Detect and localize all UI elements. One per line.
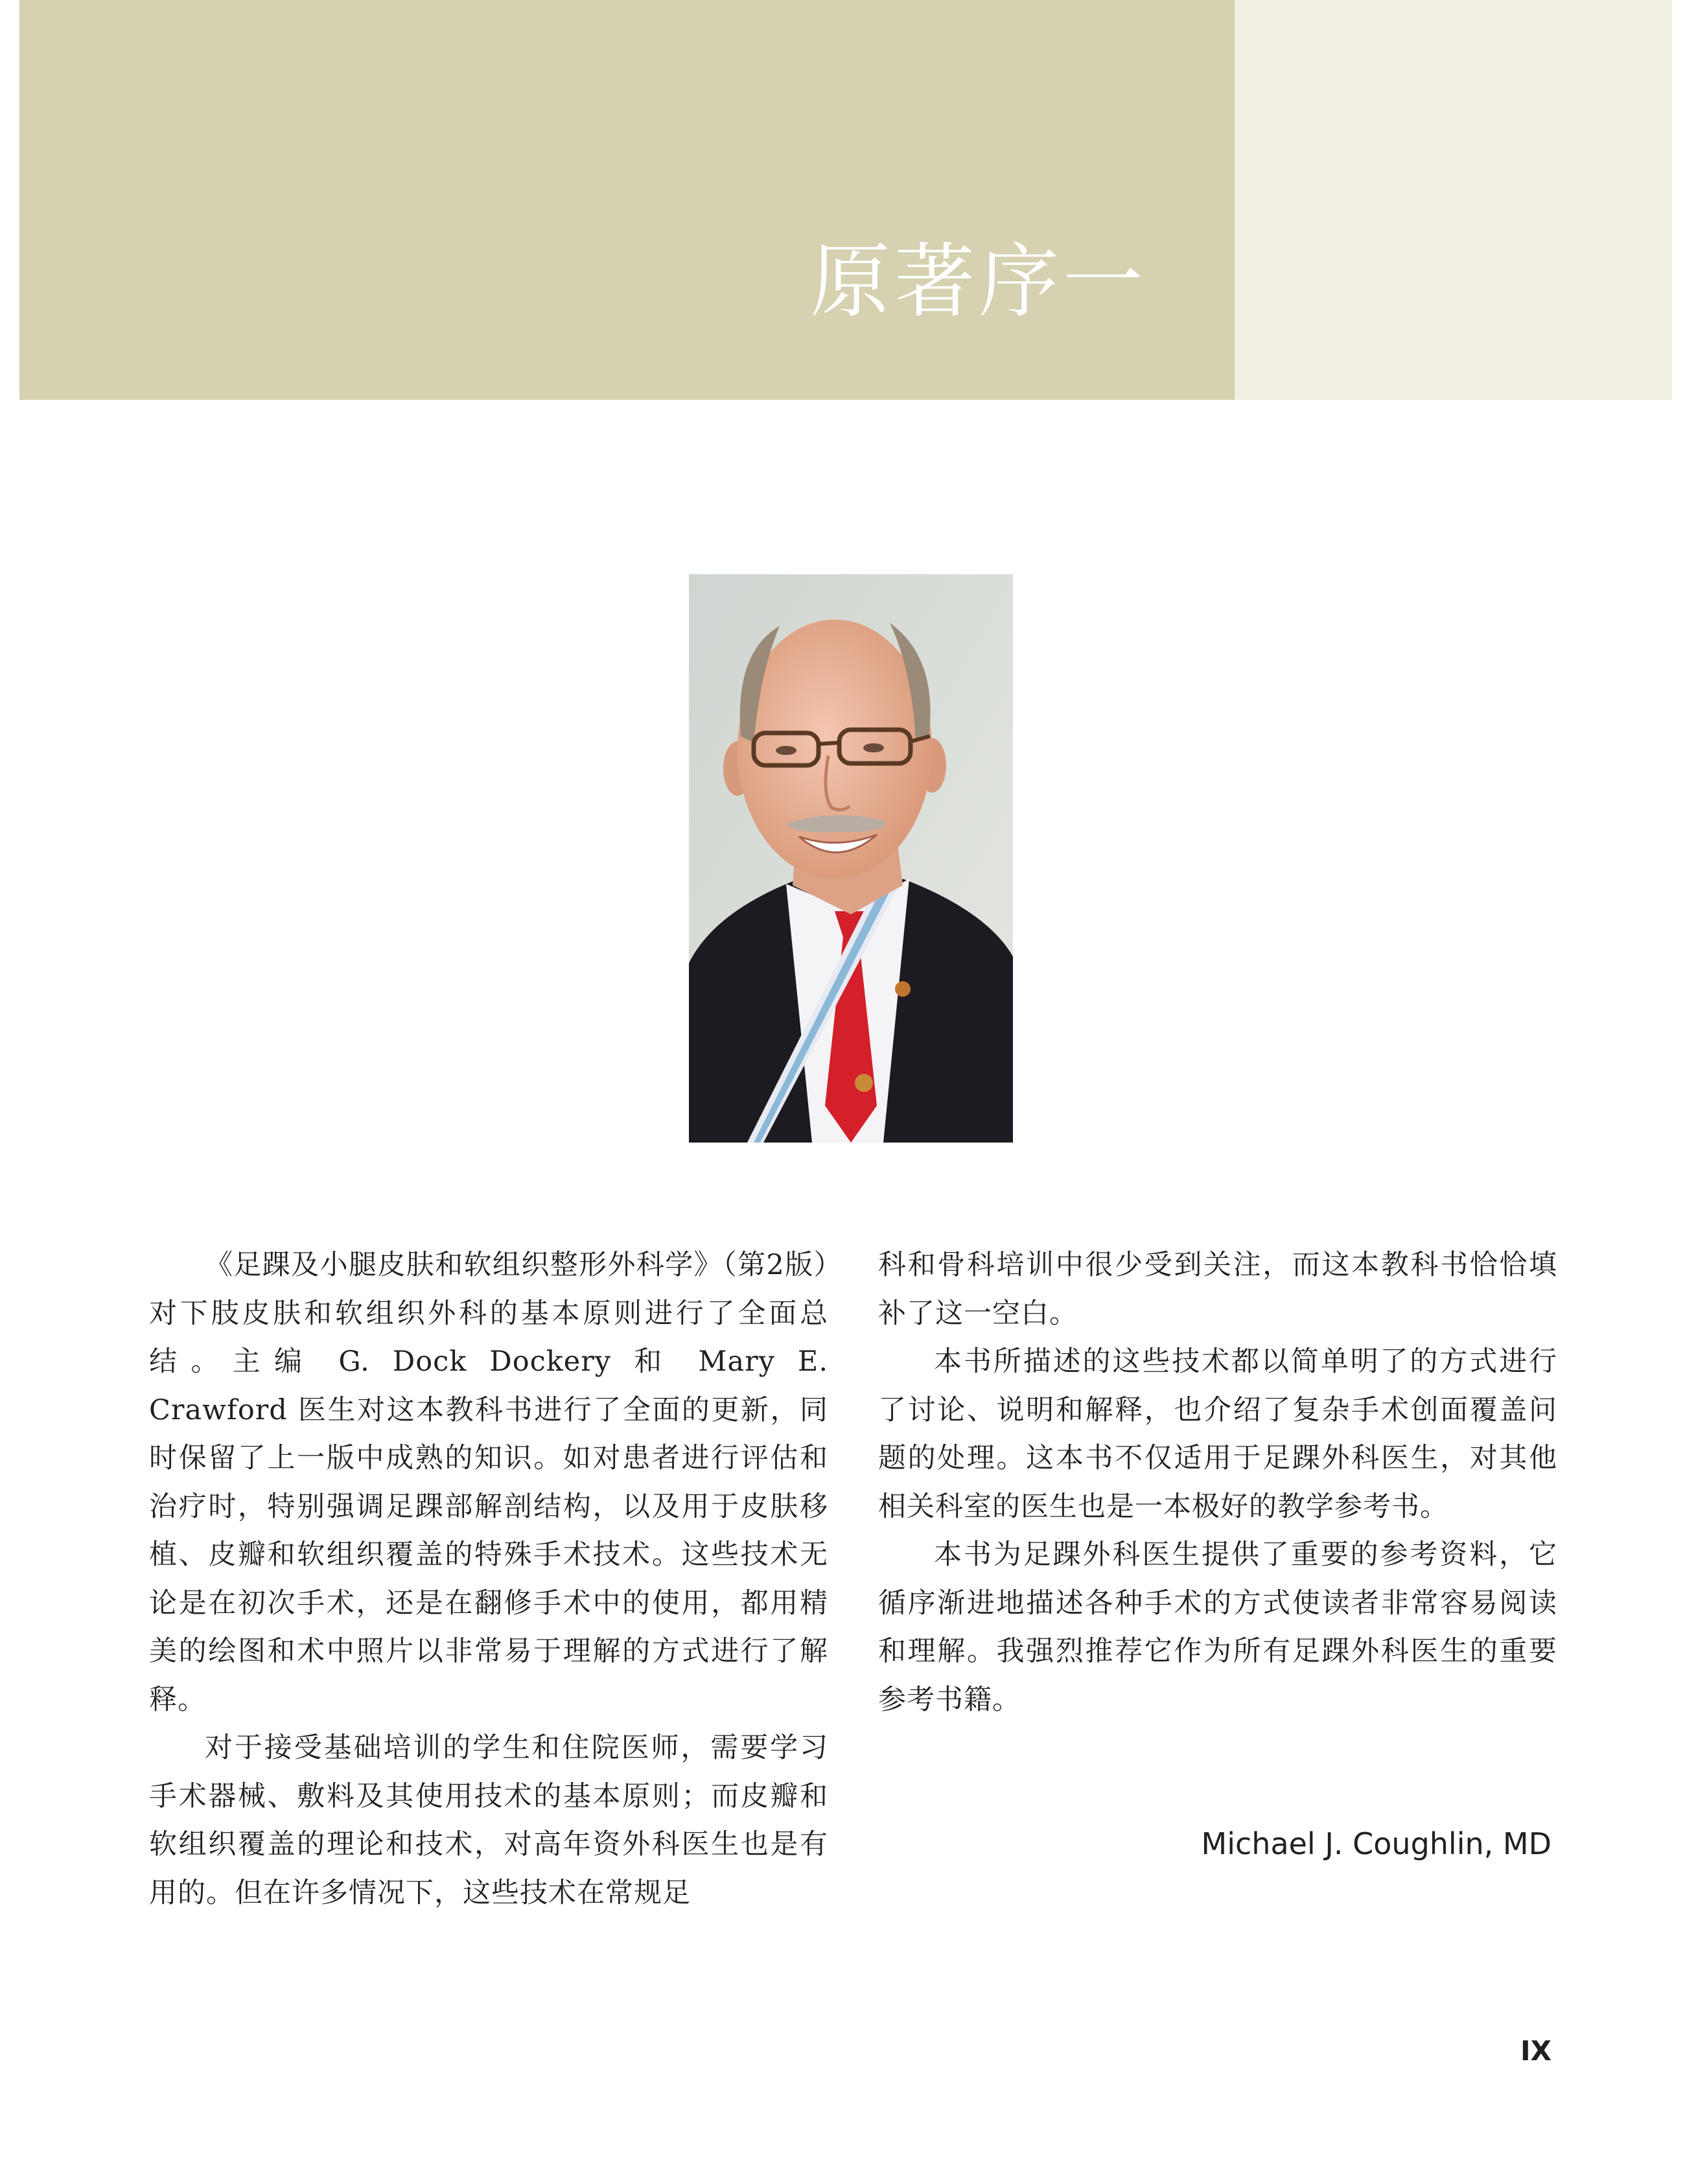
author-portrait-photo-icon bbox=[689, 574, 1013, 1143]
paragraph: 《足踝及小腿皮肤和软组织整形外科学》（第2版）对下肢皮肤和软组织外科的基本原则进行了全面总结。主编 G. Dock Dockery 和 Mary E. Crawford 医生对这本教科书进行了全面的更新，同时保留了上一版中成熟的知识。如对患者进行评估和治疗时，特别强调足踝部解剖结构，以及用于皮肤移植、皮瓣和软组织覆盖的特殊手术技术。这些技术无论是在初次手术，还是在翻修手术中的使用，都用精美的绘图和术中照片以非常易于理解的方式进行了解释。 bbox=[149, 1249, 828, 1716]
author-portrait bbox=[689, 574, 1013, 1143]
header-banner bbox=[19, 0, 1235, 400]
body-right-column bbox=[878, 1241, 1557, 1724]
page-number: IX bbox=[1520, 2035, 1551, 2067]
header-banner-side bbox=[1235, 0, 1672, 400]
paragraph: 对于接受基础培训的学生和住院医师，需要学习手术器械、敷料及其使用技术的基本原则；而皮瓣和软组织覆盖的理论和技术，对高年资外科医生也是有用的。但在许多情况下，这些技术在常规足 bbox=[149, 1732, 828, 1909]
page-title: 原著序一 bbox=[810, 235, 1148, 329]
paragraph: 本书为足踝外科医生提供了重要的参考资料，它循序渐进地描述各种手术的方式使读者非常容易阅读和理解。我强烈推荐它作为所有足踝外科医生的重要参考书籍。 bbox=[878, 1539, 1557, 1716]
paragraph: 本书所描述的这些技术都以简单明了的方式进行了讨论、说明和解释，也介绍了复杂手术创面覆盖问题的处理。这本书不仅适用于足踝外科医生，对其他相关科室的医生也是一本极好的教学参考书。 bbox=[878, 1345, 1557, 1523]
body-left-column bbox=[149, 1241, 828, 1917]
author-signature: Michael J. Coughlin, MD bbox=[1201, 1826, 1551, 1861]
paragraph: 科和骨科培训中很少受到关注，而这本教科书恰恰填补了这一空白。 bbox=[878, 1249, 1557, 1330]
